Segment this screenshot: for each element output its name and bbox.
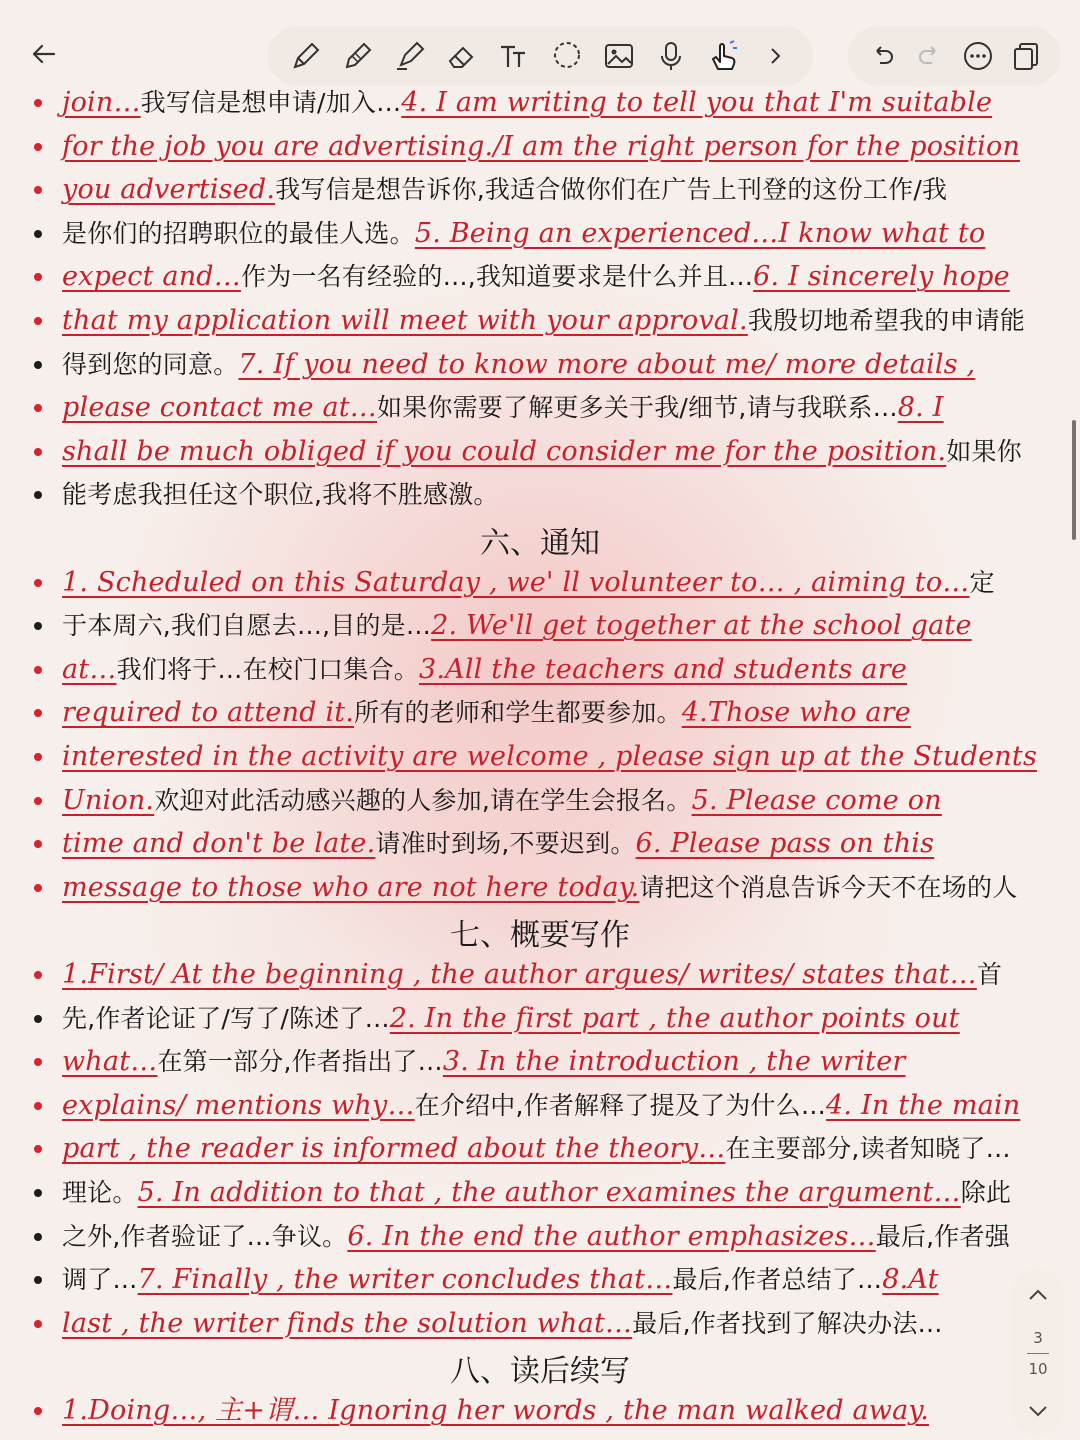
bullet-dot <box>34 840 42 848</box>
note-line <box>32 383 1062 426</box>
bullet-dot <box>34 579 42 587</box>
bullet-dot <box>34 448 42 456</box>
bullet-dot <box>34 753 42 761</box>
bullet-dot <box>34 230 42 238</box>
eraser-tool[interactable] <box>444 38 480 74</box>
chinese-translation: 是你们的招聘职位的最佳人选。 <box>62 218 415 248</box>
redo-icon <box>916 42 944 70</box>
more-button[interactable] <box>960 38 996 74</box>
pages-icon <box>1011 41 1041 71</box>
english-phrase: 4. I am writing to tell you that I'm suitable <box>401 87 993 118</box>
english-phrase: explains/ mentions why… <box>62 1089 415 1121</box>
english-phrase: message to those who are not here today. <box>62 871 640 903</box>
chinese-translation: 之外,作者验证了…争议。 <box>62 1221 348 1251</box>
history-tools-bar <box>848 26 1060 86</box>
pencil-icon <box>341 39 375 73</box>
pen-icon <box>289 39 323 73</box>
note-line <box>32 1255 1062 1298</box>
chinese-translation: 如果你 <box>946 436 1022 466</box>
chinese-translation: 定 <box>969 567 995 597</box>
eraser-icon <box>445 39 479 73</box>
more-icon <box>962 40 994 72</box>
chinese-translation: 欢迎对此活动感兴趣的人参加,请在学生会报名。 <box>154 785 692 815</box>
chevron-right-icon <box>765 44 785 68</box>
note-line <box>32 1299 1062 1342</box>
current-page-number: 3 <box>1033 1328 1043 1347</box>
english-phrase: at… <box>62 653 117 685</box>
note-line <box>32 296 1062 339</box>
bullet-dot <box>34 99 42 107</box>
english-phrase: 1.Doing…, 主+谓… Ignoring her words , the man walked away. <box>62 1395 930 1426</box>
chinese-translation: 如果你需要了解更多关于我/细节,请与我联系… <box>377 393 898 423</box>
note-line <box>32 1386 1062 1429</box>
note-line <box>32 950 1062 993</box>
note-line <box>32 732 1062 775</box>
chinese-translation: 能考虑我担任这个职位,我将不胜感激。 <box>62 480 499 510</box>
note-line <box>32 470 1062 513</box>
bullet-dot <box>34 1145 42 1153</box>
english-phrase: please contact me at… <box>62 392 377 424</box>
english-phrase: expect and… <box>62 261 241 293</box>
hand-touch-tool[interactable] <box>705 38 741 74</box>
lasso-tool[interactable] <box>549 38 585 74</box>
english-phrase: 7. If you need to know more about me/ more details , <box>238 348 976 380</box>
note-line <box>32 1037 1062 1080</box>
english-phrase: 4. In the main <box>826 1089 1021 1121</box>
total-page-count: 10 <box>1028 1359 1048 1378</box>
bullet-dot <box>34 709 42 717</box>
note-line <box>32 645 1062 688</box>
english-phrase: 2. We'll get together at the school gate <box>431 610 972 642</box>
hand-touch-icon <box>706 39 740 73</box>
bullet-dot <box>34 884 42 892</box>
english-phrase: interested in the activity are welcome , please sign up at the Students <box>62 741 1038 772</box>
english-phrase: 5. Being an experienced…I know what to <box>414 217 986 249</box>
note-line <box>32 776 1062 819</box>
image-icon <box>602 39 636 73</box>
english-phrase: 5. Please come on <box>691 784 942 816</box>
english-phrase: required to attend it. <box>62 697 355 729</box>
bullet-dot <box>34 361 42 369</box>
microphone-icon <box>654 39 688 73</box>
chinese-translation: 我殷切地希望我的申请能 <box>747 306 1026 335</box>
note-line <box>32 209 1062 252</box>
chinese-translation: 先,作者论证了/写了/陈述了… <box>62 1003 390 1033</box>
english-phrase: 3. In the introduction , the writer <box>442 1046 906 1078</box>
chinese-translation: 我写信是想申请/加入… <box>140 88 402 117</box>
english-phrase: 4.Those who are <box>681 697 911 729</box>
bullet-dot <box>34 1102 42 1110</box>
note-line <box>32 1081 1062 1124</box>
drawing-tools-bar <box>268 26 813 86</box>
bullet-dot <box>34 273 42 281</box>
chinese-translation: 在介绍中,作者解释了提及了为什么… <box>414 1090 827 1120</box>
note-line <box>32 558 1062 601</box>
chinese-translation: 调了… <box>62 1265 138 1295</box>
bullet-dot <box>34 1320 42 1328</box>
microphone-tool[interactable] <box>653 38 689 74</box>
chinese-translation: 除此 <box>960 1178 1012 1207</box>
bullet-dot <box>34 143 42 151</box>
bullet-dot <box>34 622 42 630</box>
english-phrase: part , the reader is informed about the theory… <box>62 1133 726 1165</box>
highlighter-tool[interactable] <box>392 38 428 74</box>
pen-tool[interactable] <box>288 38 324 74</box>
english-phrase: 7. Finally , the writer concludes that… <box>137 1264 673 1296</box>
pages-button[interactable] <box>1008 38 1044 74</box>
english-phrase: 6. In the end the author emphasizes… <box>347 1220 876 1252</box>
image-tool[interactable] <box>601 38 637 74</box>
note-line <box>32 1212 1062 1255</box>
previous-page-button[interactable] <box>1023 1280 1053 1310</box>
english-phrase: 1.First/ At the beginning , the author argues/ writes/ states that… <box>62 959 977 990</box>
english-phrase: time and don't be late. <box>62 828 376 860</box>
bullet-dot <box>34 1015 42 1023</box>
note-line <box>32 1168 1062 1211</box>
english-phrase: 5. In addition to that , the author examines the argument… <box>137 1177 961 1208</box>
note-line <box>32 427 1062 470</box>
chinese-translation: 理论。 <box>62 1178 138 1207</box>
english-phrase: that my application will meet with your approval. <box>62 305 748 336</box>
english-phrase: what… <box>62 1046 158 1078</box>
chinese-translation: 我写信是想告诉你,我适合做你们在广告上刊登的这份工作/我 <box>275 175 948 205</box>
bullet-dot <box>34 797 42 805</box>
note-line <box>32 252 1062 295</box>
text-tool-icon <box>497 39 531 73</box>
pencil-tool[interactable] <box>340 38 376 74</box>
undo-icon <box>868 42 896 70</box>
bullet-dot <box>34 666 42 674</box>
undo-button[interactable] <box>864 38 900 74</box>
bullet-dot <box>34 1276 42 1284</box>
note-line <box>32 601 1062 644</box>
english-phrase: shall be much obliged if you could consider me for the position. <box>62 435 947 467</box>
chinese-translation: 请准时到场,不要迟到。 <box>375 829 636 859</box>
bullet-dot <box>34 1233 42 1241</box>
note-line <box>32 340 1062 383</box>
chevron-down-icon <box>1027 1404 1049 1418</box>
bullet-dot <box>34 971 42 979</box>
chinese-translation: 得到您的同意。 <box>62 349 239 379</box>
bullet-dot <box>34 1189 42 1197</box>
note-line <box>32 688 1062 731</box>
note-line <box>32 863 1062 906</box>
chinese-translation: 最后,作者强 <box>875 1221 1010 1251</box>
chevron-up-icon <box>1027 1288 1049 1302</box>
bullet-dot <box>34 1058 42 1066</box>
note-line <box>32 819 1062 862</box>
bullet-dot <box>34 404 42 412</box>
note-toolbar <box>0 0 1080 90</box>
lasso-icon <box>550 39 584 73</box>
chinese-translation: 所有的老师和学生都要参加。 <box>354 698 682 728</box>
english-phrase: join… <box>62 87 141 118</box>
english-phrase: 1. Scheduled on this Saturday , we' ll volunteer to… , aiming to… <box>62 566 970 598</box>
english-phrase: 6. Please pass on this <box>635 828 935 860</box>
chinese-translation: 最后,作者总结了… <box>672 1265 883 1295</box>
chinese-translation: 最后,作者找到了解决办法… <box>632 1308 943 1338</box>
chinese-translation: 首 <box>976 960 1003 989</box>
note-line <box>32 1124 1062 1167</box>
highlighter-icon <box>393 39 427 73</box>
english-phrase: Union. <box>62 784 155 816</box>
english-phrase: for the job you are advertising./I am the right person for the position <box>62 130 1021 162</box>
bullet-dot <box>34 186 42 194</box>
more-tools-button[interactable] <box>757 38 793 74</box>
chinese-translation: 在主要部分,读者知晓了… <box>725 1134 1011 1164</box>
text-tool[interactable] <box>496 38 532 74</box>
page-divider <box>1027 1353 1049 1354</box>
english-phrase: 8.At <box>882 1264 939 1296</box>
english-phrase: 6. I sincerely hope <box>753 261 1010 293</box>
chinese-translation: 于本周六,我们自愿去…,目的是… <box>62 611 432 641</box>
note-line <box>32 165 1062 208</box>
english-phrase: 3.All the teachers and students are <box>418 653 908 685</box>
note-line <box>32 122 1062 165</box>
next-page-button[interactable] <box>1023 1396 1053 1426</box>
chinese-translation: 请把这个消息告诉今天不在场的人 <box>639 872 1018 902</box>
note-line <box>32 994 1062 1037</box>
bullet-dot <box>34 491 42 499</box>
chinese-translation: 作为一名有经验的…,我知道要求是什么并且… <box>241 262 754 292</box>
english-phrase: last , the writer finds the solution what… <box>62 1307 633 1339</box>
section-heading: 八、读后续写 <box>450 1354 630 1390</box>
english-phrase: 8. I <box>897 392 944 424</box>
page-navigator <box>1012 1268 1064 1436</box>
section-heading: 六、通知 <box>480 526 600 561</box>
back-arrow-icon <box>30 40 58 68</box>
english-phrase: you advertised. <box>62 174 276 206</box>
vertical-scrollbar[interactable] <box>1072 420 1076 540</box>
bullet-dot <box>34 317 42 325</box>
english-phrase: 2. In the first part , the author points out <box>389 1002 960 1034</box>
back-button[interactable] <box>22 32 66 76</box>
note-line <box>32 78 1062 121</box>
chinese-translation: 在第一部分,作者指出了… <box>157 1047 443 1077</box>
chinese-translation: 我们将于…在校门口集合。 <box>116 654 419 684</box>
redo-button[interactable] <box>912 38 948 74</box>
bullet-dot <box>34 1407 42 1415</box>
section-heading: 七、概要写作 <box>450 918 630 954</box>
